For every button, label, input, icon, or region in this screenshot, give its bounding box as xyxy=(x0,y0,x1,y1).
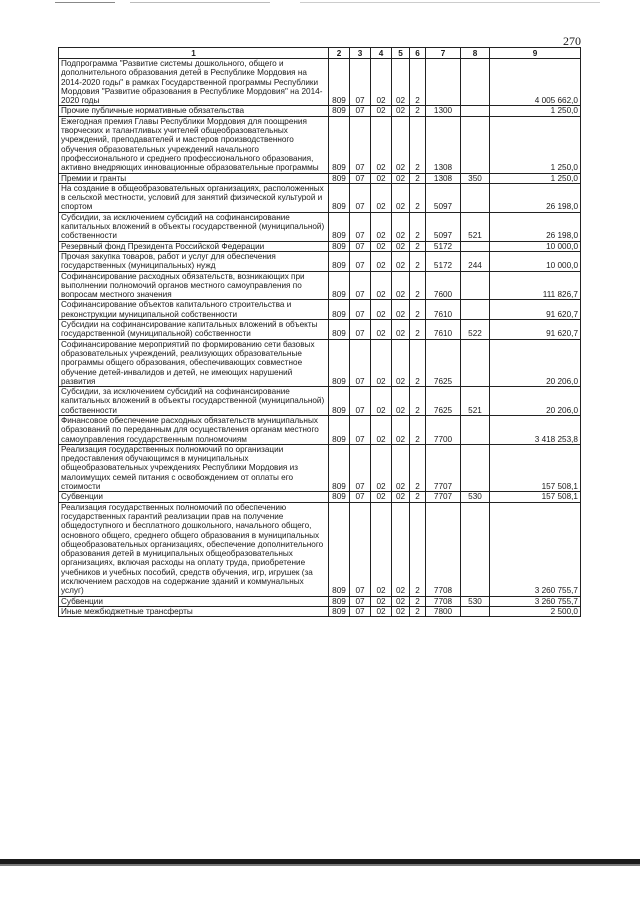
subprogram-cell: 2 xyxy=(410,251,426,271)
amount-cell: 10 000,0 xyxy=(490,241,581,251)
table-row xyxy=(59,300,581,320)
amount-cell: 20 206,0 xyxy=(490,387,581,416)
section-cell: 07 xyxy=(350,320,371,340)
page-number: 270 xyxy=(563,34,581,48)
subsection-cell: 02 xyxy=(371,59,392,106)
expense-type-cell xyxy=(461,415,490,444)
program-cell: 02 xyxy=(392,241,410,251)
direction-cell: 7708 xyxy=(426,596,461,606)
direction-cell: 5172 xyxy=(426,241,461,251)
expense-type-cell: 522 xyxy=(461,320,490,340)
subprogram-cell: 2 xyxy=(410,320,426,340)
section-cell: 07 xyxy=(350,339,371,386)
gr-code-cell: 809 xyxy=(329,339,350,386)
header-cell: 1 xyxy=(59,48,329,59)
subsection-cell: 02 xyxy=(371,300,392,320)
expense-type-cell xyxy=(461,59,490,106)
amount-cell: 1 250,0 xyxy=(490,106,581,116)
program-cell: 02 xyxy=(392,606,410,616)
header-cell: 6 xyxy=(410,48,426,59)
direction-cell: 1308 xyxy=(426,116,461,173)
amount-cell: 91 620,7 xyxy=(490,300,581,320)
subprogram-cell: 2 xyxy=(410,444,426,491)
table-row xyxy=(59,116,581,173)
gr-code-cell: 809 xyxy=(329,444,350,491)
table-row xyxy=(59,606,581,616)
gr-code-cell: 809 xyxy=(329,502,350,596)
expense-type-cell xyxy=(461,444,490,491)
row-name-cell: Резервный фонд Президента Российской Федерации xyxy=(59,241,329,251)
row-name-cell: Софинансирование объектов капитального строительства и реконструкции муниципальной собственности xyxy=(59,300,329,320)
expense-type-cell xyxy=(461,300,490,320)
program-cell: 02 xyxy=(392,339,410,386)
program-cell: 02 xyxy=(392,444,410,491)
direction-cell: 7600 xyxy=(426,271,461,300)
subsection-cell: 02 xyxy=(371,212,392,241)
row-name-cell: Иные межбюджетные трансферты xyxy=(59,606,329,616)
amount-cell: 111 826,7 xyxy=(490,271,581,300)
row-name-cell: Прочие публичные нормативные обязательства xyxy=(59,106,329,116)
row-name-cell: Подпрограмма "Развитие системы дошкольного, общего и дополнительного образования детей в Республике Мордовия на 2014-2020 годы" в рамках Государственной программы Республики Мордовия "Развитие образования в Республике Мордовия" на 2014-2020 годы xyxy=(59,59,329,106)
gr-code-cell: 809 xyxy=(329,241,350,251)
subsection-cell: 02 xyxy=(371,502,392,596)
table-row xyxy=(59,339,581,386)
direction-cell: 5097 xyxy=(426,212,461,241)
table-header-row xyxy=(59,48,581,59)
expense-type-cell xyxy=(461,502,490,596)
row-name-cell: На создание в общеобразовательных организациях, расположенных в сельской местности, условий для занятий физической культурой и спортом xyxy=(59,183,329,212)
scan-bottom-shadow xyxy=(0,864,640,866)
expense-type-cell xyxy=(461,339,490,386)
amount-cell: 10 000,0 xyxy=(490,251,581,271)
program-cell: 02 xyxy=(392,106,410,116)
subsection-cell: 02 xyxy=(371,106,392,116)
section-cell: 07 xyxy=(350,596,371,606)
section-cell: 07 xyxy=(350,444,371,491)
subprogram-cell: 2 xyxy=(410,596,426,606)
subprogram-cell: 2 xyxy=(410,241,426,251)
program-cell: 02 xyxy=(392,300,410,320)
table-row xyxy=(59,596,581,606)
table-row xyxy=(59,106,581,116)
program-cell: 02 xyxy=(392,116,410,173)
amount-cell: 1 250,0 xyxy=(490,173,581,183)
gr-code-cell: 809 xyxy=(329,606,350,616)
program-cell: 02 xyxy=(392,415,410,444)
direction-cell: 7800 xyxy=(426,606,461,616)
subsection-cell: 02 xyxy=(371,173,392,183)
row-name-cell: Реализация государственных полномочий по обеспечению государственных гарантий реализации прав на получение общедоступного и бесплатного дошкольного, начального общего, основного общего, среднего общего образования в муниципальных общеобразовательных организациях, обеспечение дополнительного образования детей в муниципальных общеобразовательных организациях, включая расходы на оплату труда, приобретение учебников и учебных пособий, средств обучения, игр, игрушек (за исключением расходов на содержание зданий и коммунальных услуг) xyxy=(59,502,329,596)
table-row xyxy=(59,387,581,416)
gr-code-cell: 809 xyxy=(329,106,350,116)
subsection-cell: 02 xyxy=(371,271,392,300)
subsection-cell: 02 xyxy=(371,241,392,251)
subsection-cell: 02 xyxy=(371,492,392,502)
direction-cell: 7700 xyxy=(426,415,461,444)
row-name-cell: Субсидии на софинансирование капитальных вложений в объекты государственной (муниципальной) собственности xyxy=(59,320,329,340)
row-name-cell: Премии и гранты xyxy=(59,173,329,183)
amount-cell: 157 508,1 xyxy=(490,492,581,502)
direction-cell: 7610 xyxy=(426,300,461,320)
section-cell: 07 xyxy=(350,212,371,241)
direction-cell: 7610 xyxy=(426,320,461,340)
program-cell: 02 xyxy=(392,271,410,300)
gr-code-cell: 809 xyxy=(329,492,350,502)
program-cell: 02 xyxy=(392,173,410,183)
expense-type-cell: 521 xyxy=(461,212,490,241)
table-row xyxy=(59,59,581,106)
table-row xyxy=(59,271,581,300)
subprogram-cell: 2 xyxy=(410,106,426,116)
direction-cell: 7707 xyxy=(426,492,461,502)
expense-type-cell xyxy=(461,241,490,251)
amount-cell: 3 418 253,8 xyxy=(490,415,581,444)
table-row xyxy=(59,241,581,251)
subprogram-cell: 2 xyxy=(410,271,426,300)
expense-type-cell xyxy=(461,271,490,300)
direction-cell: 5097 xyxy=(426,183,461,212)
direction-cell: 7708 xyxy=(426,502,461,596)
table-row xyxy=(59,320,581,340)
expense-type-cell xyxy=(461,116,490,173)
row-name-cell: Субвенции xyxy=(59,492,329,502)
expense-type-cell: 530 xyxy=(461,492,490,502)
section-cell: 07 xyxy=(350,606,371,616)
section-cell: 07 xyxy=(350,415,371,444)
amount-cell: 1 250,0 xyxy=(490,116,581,173)
scan-top-line xyxy=(300,2,600,3)
row-name-cell: Субсидии, за исключением субсидий на софинансирование капитальных вложений в объекты государственной (муниципальной) собственности xyxy=(59,387,329,416)
header-cell: 8 xyxy=(461,48,490,59)
subprogram-cell: 2 xyxy=(410,415,426,444)
subsection-cell: 02 xyxy=(371,183,392,212)
expense-type-cell: 521 xyxy=(461,387,490,416)
direction-cell: 7707 xyxy=(426,444,461,491)
amount-cell: 3 260 755,7 xyxy=(490,596,581,606)
expense-type-cell: 350 xyxy=(461,173,490,183)
amount-cell: 157 508,1 xyxy=(490,444,581,491)
direction-cell: 1300 xyxy=(426,106,461,116)
row-name-cell: Софинансирование расходных обязательств, возникающих при выполнении полномочий органов местного самоуправления по вопросам местного значения xyxy=(59,271,329,300)
header-cell: 9 xyxy=(490,48,581,59)
header-cell: 4 xyxy=(371,48,392,59)
header-cell: 5 xyxy=(392,48,410,59)
table-row xyxy=(59,183,581,212)
budget-table xyxy=(58,47,581,617)
gr-code-cell: 809 xyxy=(329,271,350,300)
table-row xyxy=(59,502,581,596)
subsection-cell: 02 xyxy=(371,606,392,616)
row-name-cell: Субвенции xyxy=(59,596,329,606)
subprogram-cell: 2 xyxy=(410,59,426,106)
expense-type-cell: 244 xyxy=(461,251,490,271)
subsection-cell: 02 xyxy=(371,320,392,340)
section-cell: 07 xyxy=(350,106,371,116)
direction-cell: 1308 xyxy=(426,173,461,183)
row-name-cell: Софинансирование мероприятий по формированию сети базовых образовательных учреждений, реализующих образовательные программы общего образования, обеспечивающих совместное обучение детей-инвалидов и детей, не имеющих нарушений развития xyxy=(59,339,329,386)
gr-code-cell: 809 xyxy=(329,320,350,340)
gr-code-cell: 809 xyxy=(329,183,350,212)
subsection-cell: 02 xyxy=(371,251,392,271)
gr-code-cell: 809 xyxy=(329,59,350,106)
subprogram-cell: 2 xyxy=(410,606,426,616)
table-row xyxy=(59,415,581,444)
expense-type-cell xyxy=(461,106,490,116)
header-cell: 7 xyxy=(426,48,461,59)
section-cell: 07 xyxy=(350,387,371,416)
gr-code-cell: 809 xyxy=(329,212,350,241)
row-name-cell: Реализация государственных полномочий по организации предоставления обучающимся в муниципальных общеобразовательных учреждениях Республики Мордовия из малоимущих семей питания с освобождением от оплаты его стоимости xyxy=(59,444,329,491)
subprogram-cell: 2 xyxy=(410,183,426,212)
direction-cell: 5172 xyxy=(426,251,461,271)
direction-cell: 7625 xyxy=(426,339,461,386)
section-cell: 07 xyxy=(350,251,371,271)
section-cell: 07 xyxy=(350,173,371,183)
row-name-cell: Финансовое обеспечение расходных обязательств муниципальных образований по переданным для осуществления органам местного самоуправления государственным полномочиям xyxy=(59,415,329,444)
section-cell: 07 xyxy=(350,502,371,596)
amount-cell: 4 005 662,0 xyxy=(490,59,581,106)
section-cell: 07 xyxy=(350,300,371,320)
subsection-cell: 02 xyxy=(371,415,392,444)
subprogram-cell: 2 xyxy=(410,116,426,173)
program-cell: 02 xyxy=(392,596,410,606)
expense-type-cell: 530 xyxy=(461,596,490,606)
row-name-cell: Прочая закупка товаров, работ и услуг для обеспечения государственных (муниципальных) нужд xyxy=(59,251,329,271)
header-cell: 3 xyxy=(350,48,371,59)
section-cell: 07 xyxy=(350,271,371,300)
subprogram-cell: 2 xyxy=(410,212,426,241)
direction-cell: 7625 xyxy=(426,387,461,416)
amount-cell: 91 620,7 xyxy=(490,320,581,340)
section-cell: 07 xyxy=(350,59,371,106)
program-cell: 02 xyxy=(392,320,410,340)
program-cell: 02 xyxy=(392,183,410,212)
table-body xyxy=(59,59,581,617)
program-cell: 02 xyxy=(392,492,410,502)
amount-cell: 3 260 755,7 xyxy=(490,502,581,596)
direction-cell xyxy=(426,59,461,106)
gr-code-cell: 809 xyxy=(329,415,350,444)
table-row xyxy=(59,212,581,241)
table-row xyxy=(59,444,581,491)
table-row xyxy=(59,251,581,271)
section-cell: 07 xyxy=(350,492,371,502)
amount-cell: 2 500,0 xyxy=(490,606,581,616)
row-name-cell: Субсидии, за исключением субсидий на софинансирование капитальных вложений в объекты государственной (муниципальной) собственности xyxy=(59,212,329,241)
section-cell: 07 xyxy=(350,183,371,212)
program-cell: 02 xyxy=(392,502,410,596)
section-cell: 07 xyxy=(350,241,371,251)
scan-top-line xyxy=(55,2,115,3)
amount-cell: 20 206,0 xyxy=(490,339,581,386)
subprogram-cell: 2 xyxy=(410,173,426,183)
subprogram-cell: 2 xyxy=(410,339,426,386)
subsection-cell: 02 xyxy=(371,116,392,173)
program-cell: 02 xyxy=(392,59,410,106)
gr-code-cell: 809 xyxy=(329,173,350,183)
gr-code-cell: 809 xyxy=(329,251,350,271)
subprogram-cell: 2 xyxy=(410,492,426,502)
expense-type-cell xyxy=(461,183,490,212)
subprogram-cell: 2 xyxy=(410,502,426,596)
gr-code-cell: 809 xyxy=(329,387,350,416)
gr-code-cell: 809 xyxy=(329,596,350,606)
subsection-cell: 02 xyxy=(371,387,392,416)
gr-code-cell: 809 xyxy=(329,116,350,173)
subsection-cell: 02 xyxy=(371,339,392,386)
subprogram-cell: 2 xyxy=(410,387,426,416)
scan-top-line xyxy=(130,2,270,3)
section-cell: 07 xyxy=(350,116,371,173)
amount-cell: 26 198,0 xyxy=(490,183,581,212)
header-cell: 2 xyxy=(329,48,350,59)
subprogram-cell: 2 xyxy=(410,300,426,320)
row-name-cell: Ежегодная премия Главы Республики Мордовия для поощрения творческих и талантливых учителей общеобразовательных учреждений, преподавателей и мастеров производственного обучения образовательных учреждений начального профессионального и среднего профессионального образования, активно внедряющих инновационные образовательные программы xyxy=(59,116,329,173)
program-cell: 02 xyxy=(392,212,410,241)
program-cell: 02 xyxy=(392,387,410,416)
gr-code-cell: 809 xyxy=(329,300,350,320)
subsection-cell: 02 xyxy=(371,596,392,606)
program-cell: 02 xyxy=(392,251,410,271)
table-row xyxy=(59,173,581,183)
amount-cell: 26 198,0 xyxy=(490,212,581,241)
table-row xyxy=(59,492,581,502)
expense-type-cell xyxy=(461,606,490,616)
subsection-cell: 02 xyxy=(371,444,392,491)
